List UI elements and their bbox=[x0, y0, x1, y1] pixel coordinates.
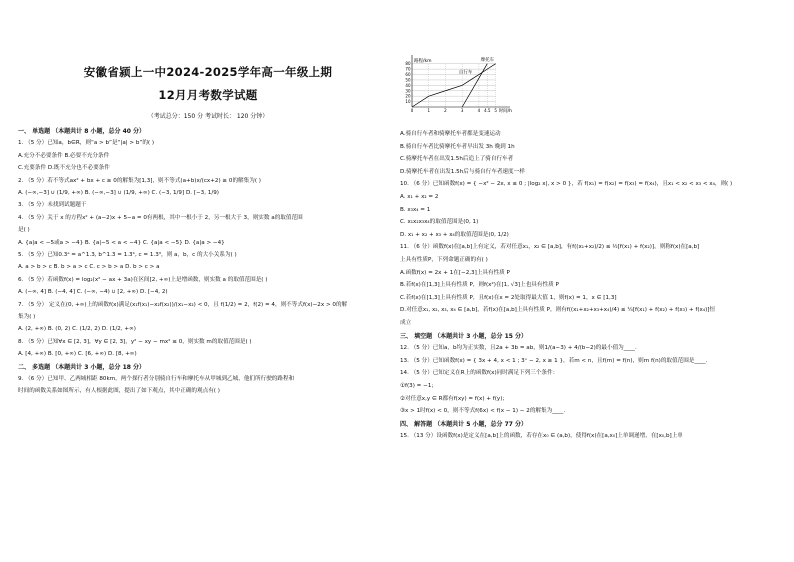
x-tick-label: 2 bbox=[444, 108, 447, 113]
question-line: 时间的函数关系如图所示，有人根据此图，提出了如下观点，其中正确的观点有( ) bbox=[18, 388, 220, 395]
question-line: A.函数f(x) = 2x + 1在[−2,3]上具有性质 P bbox=[400, 269, 510, 276]
question-line: 12. （5 分）已知a，b均为正实数，且2a + 3b = ab，则1/(a−3) + 4/(b−2)的最小值为____. bbox=[400, 345, 637, 352]
question-line: A. a > b > c B. b > a > c C. c > b > a D. b > c > a bbox=[18, 264, 160, 271]
x-tick-label: 1 bbox=[427, 108, 431, 113]
x-tick-label: 4.5 bbox=[484, 108, 491, 113]
question-line: A. (−∞,−3] ∪ (1/9, +∞) B. (−∞,−3] ∪ (1/9, +∞) C. (−3, 1/9] D. [−3, 1/9) bbox=[18, 190, 219, 196]
y-tick-label: 70 bbox=[405, 66, 411, 72]
section-heading: 二、 多选题 （本题共计 3 小题，总分 18 分） bbox=[18, 363, 146, 371]
question-line: 5. （5 分）已知0.3ᵃ = a^1.3, b^1.3 = 1.3ᵇ, c = 1.3³，则 a，b，c 的大小关系为( ) bbox=[18, 252, 237, 258]
question-line: ②对任意x,y ∈ R都有f(xy) = f(x) + f(y)； bbox=[400, 395, 509, 402]
question-line: B.骑自行车者比骑摩托车者早出发 3h 晚到 1h bbox=[400, 143, 515, 150]
question-line: A. (2, +∞) B. (0, 2) C. (1/2, 2) D. (1/2, +∞) bbox=[18, 326, 136, 333]
question-line: D.对任意x₁, x₂, x₃, x₄ ∈ [a,b]，若f(x)在[a,b]上具有性质 P，则有f((x₁+x₂+x₃+x₄)/4) ≤ ¼[f(x₁) + f(x₂) + f(x₃) + f(x₄)]恒 bbox=[400, 307, 716, 314]
section-heading: 四、 解答题 （本题共计 5 小题，总分 77 分） bbox=[400, 420, 528, 428]
exam-meta: （考试总分：150 分 考试时长： 120 分钟） bbox=[147, 113, 269, 120]
y-tick-label: 30 bbox=[405, 88, 411, 94]
question-line: A. [4, +∞) B. [0, +∞) C. [6, +∞) D. [8, +∞) bbox=[18, 351, 137, 358]
question-line: A. (−∞, 4] B. (−4, 4] C. (−∞, −4) ∪ [2, +∞) D. [−4, 2) bbox=[18, 289, 168, 296]
question-line: 11. （6 分）函数f(x)在[a,b]上有定义，若对任意x₁，x₂ ∈ [a,b]，有f((x₁+x₂)/2) ≤ ½[f(x₁) + f(x₂)]，则称f(x)在[a,b] bbox=[400, 244, 700, 251]
distance-time-chart bbox=[400, 55, 530, 125]
x-axis-label: 时间/h bbox=[498, 109, 513, 114]
x-tick-label: 3 bbox=[460, 108, 464, 113]
y-tick-label: 50 bbox=[405, 77, 411, 83]
question-line: 上具有性质P，下列命题正确的有( ) bbox=[400, 257, 488, 263]
question-line: C.若f(x)在[1,3]上具有性质 P，且f(x)在x = 2处取得最大值 1，则f(x) = 1，x ∈ [1,3] bbox=[400, 294, 617, 301]
question-line: C. x₁x₂x₃x₄的取值范围是(0, 1) bbox=[400, 219, 479, 226]
question-line: 3. （5 分）未找到试题题干 bbox=[18, 202, 87, 209]
y-axis-label: 路程/km bbox=[414, 59, 432, 64]
section-heading: 一、 单选题 （本题共计 8 小题，总分 40 分） bbox=[18, 128, 146, 135]
y-tick-label: 40 bbox=[405, 82, 411, 88]
question-line: ③x > 1时f(x) < 0，则不等式f(6x) < f(x − 1) − 2的解集为____. bbox=[400, 408, 566, 415]
question-line: B.若f(x)在[1,3]上具有性质 P，则f(x²)在[1, √3]上也具有性质 P bbox=[400, 282, 559, 289]
exam-title-line1: 安徽省颍上一中2024-2025学年高一年级上期 bbox=[83, 65, 333, 79]
question-line: 10. （6 分）已知函数f(x) = { −x² − 2x, x ≤ 0 ; |log₂ x|, x > 0 }，若 f(x₁) = f(x₂) = f(x₃) = f(x₄)，且x₁ < x₂ < x₃ < x₄，则( ) bbox=[400, 181, 733, 188]
question-line: C.充要条件 D.既不充分也不必要条件 bbox=[18, 165, 110, 172]
question-line: 15. （13 分）设函数f(x)是定义在[a,b]上的函数，若存在x₀ ∈ (a,b)，使得f(x)在[a,x₀]上单调递增，在[x₀,b]上单 bbox=[400, 433, 683, 440]
question-line: D.骑摩托车者在出发1.5h后与骑自行车者速度一样 bbox=[400, 168, 525, 175]
question-line: A. {a|a < −5或a > −4} B. {a|−5 < a < −4} C. {a|a < −5} D. {a|a > −4} bbox=[18, 239, 225, 246]
question-line: C.骑摩托车者在出发1.5h后追上了骑自行车者 bbox=[400, 156, 514, 163]
question-line: 1. （5 分）已知a，b∈R，则“a > b”是“|a| > b”的( ) bbox=[18, 140, 155, 147]
x-tick-label: 4 bbox=[477, 108, 481, 113]
question-line: 14. （5 分）已知定义在R上的函数f(x)同时满足下列三个条件： bbox=[400, 370, 559, 377]
question-line: 成立 bbox=[400, 320, 412, 326]
question-line: 是( ) bbox=[18, 227, 30, 234]
question-line: 7. （5 分） 定义在(0, +∞)上的函数f(x)满足(x₁f(x₁)−x₂f(x₂))/(x₁−x₂) < 0，且 f(1/2) = 2，f(2) = 4，则不等式f(x)−2x > 0的解 bbox=[18, 301, 348, 308]
question-line: 13. （5 分）已知函数f(x) = { 3x + 4, x < 1 ; 3ˣ − 2, x ≥ 1 }，若m < n，且f(m) = f(n)，则m f(n)的取值范围是____. bbox=[400, 357, 708, 364]
question-line: 8. （5 分）已知∀x ∈ [2, 3]，∀y ∈ [2, 3]，y² − xy − mx² ≤ 0，则实数 m的取值范围是( ) bbox=[18, 338, 252, 345]
x-tick-label: 0 bbox=[410, 108, 414, 113]
series-label-bicycle: 自行车 bbox=[458, 70, 473, 76]
question-line: A.骑自行车者和骑摩托车者都是变速运动 bbox=[400, 131, 501, 137]
section-heading: 三、 填空题 （本题共计 3 小题，总分 15 分） bbox=[400, 332, 528, 340]
question-line: 9. （6 分）已知甲、乙两城相距 80km，两个探行者分别骑自行车和摩托车从甲城到乙城，他们所行驶的路程和 bbox=[18, 376, 295, 382]
question-line: A.充分不必要条件 B.必要不充分条件 bbox=[18, 152, 110, 159]
y-tick-label: 80 bbox=[405, 61, 411, 67]
question-line: ①f(3) = −1； bbox=[400, 383, 437, 389]
question-line: D. x₁ + x₂ + x₃ + x₄的取值范围是(0, 1/2) bbox=[400, 231, 509, 238]
y-tick-label: 20 bbox=[405, 93, 411, 99]
x-tick-label: 5 bbox=[494, 108, 497, 113]
y-tick-label: 60 bbox=[405, 72, 411, 78]
question-line: 6. （5 分）若函数f(x) = log₂(x² − ax + 3a)在区间[2, +∞)上是增函数，则实数 a 的取值范围是( ) bbox=[18, 276, 268, 283]
question-line: 集为( ) bbox=[18, 314, 36, 320]
exam-title-line2: 12月月考数学试题 bbox=[158, 88, 258, 102]
question-line: B. x₃x₄ = 1 bbox=[400, 206, 431, 213]
question-line: 4. （5 分）关于 x 的方程x² + (a−2)x + 5−a = 0有两根，其中一根小于 2，另一根大于 3，则实数 a的取值范围 bbox=[18, 214, 303, 221]
y-tick-label: 10 bbox=[405, 99, 411, 105]
series-label-motorcycle: 摩托车 bbox=[480, 58, 495, 63]
question-line: A. x₁ + x₂ = 2 bbox=[400, 194, 439, 200]
question-line: 2. （5 分）若不等式ax² + bx + c ≥ 0的解集为[1,3]，则不等式(a+b)x/(cx+2) ≥ 0的解集为( ) bbox=[18, 177, 261, 184]
